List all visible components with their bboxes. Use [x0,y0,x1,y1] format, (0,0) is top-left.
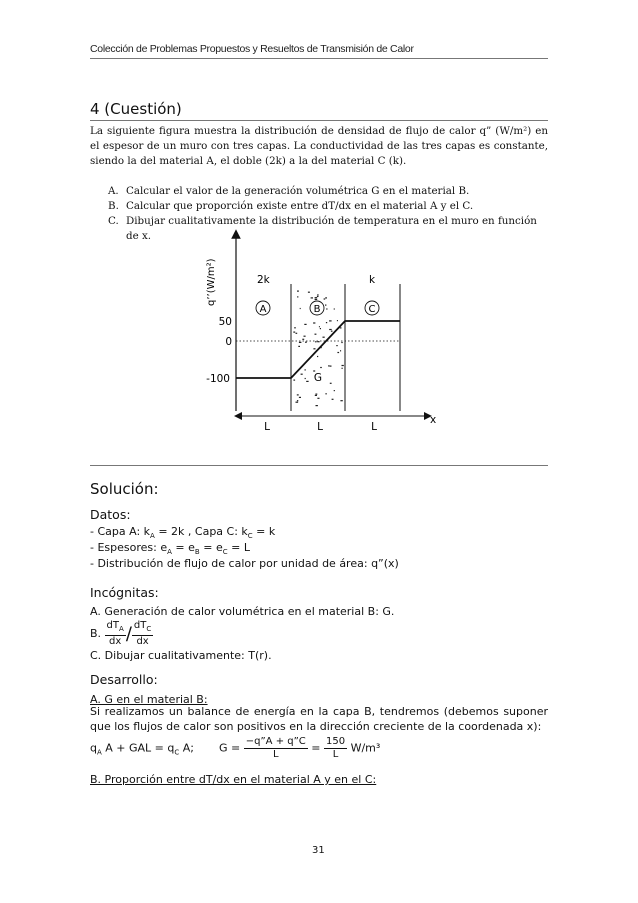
layer-b-label: B [313,304,321,315]
desarrollo-b-title: B. Proporción entre dT/dx en el material A y en el C: [90,773,377,786]
texture-dot [313,348,315,349]
texture-dot [336,345,337,346]
texture-dot [306,381,308,382]
texture-dot [305,342,307,343]
texture-dot [299,397,301,398]
g-value-frac: $\frac{150}{L}$ [325,736,346,760]
conductivity-c: k [369,274,376,286]
texture-dot [319,326,320,327]
question-title-rule [90,120,548,121]
thickness-label-c: L [371,421,377,433]
texture-dot [308,292,310,293]
texture-dot [342,365,344,366]
texture-dot [293,332,295,333]
texture-dot [340,400,342,401]
datos-heading: Datos: [90,507,131,522]
texture-dot [297,394,299,395]
texture-dot [332,399,334,400]
texture-dot [297,400,298,401]
texture-dot [315,297,318,298]
question-intro: La siguiente figura muestra la distribución de densidad de flujo de calor q” (W/m²) en el espesor de un muro con tres capas. La conductividad de las tres capas es constante, siendo la del material A, el doble (2k) a la del material C (k). [90,125,548,167]
texture-dot [329,329,332,330]
texture-dot [325,393,326,394]
texture-dot [315,394,317,395]
texture-dot [298,346,300,347]
texture-dot [316,405,318,406]
texture-dot [315,341,316,342]
texture-dot [297,296,298,297]
incognita-b: B. $\frac{dT_A}{dx}$ / $\frac{dT_C}{dx}$ [90,620,152,647]
texture-dot [325,305,326,306]
texture-dot [297,291,299,292]
texture-dot [301,374,303,375]
running-header: Colección de Problemas Propuestos y Resueltos de Transmisión de Calor [90,43,414,55]
question-item: B. Calcular que proporción existe entre dT/dx en el material A y el C. [108,200,474,212]
texture-dot [324,298,326,299]
texture-dot [315,299,318,300]
conductivity-a: 2k [257,274,270,286]
x-axis-label: x [430,414,437,426]
texture-dot [331,331,333,332]
ratio-frac-c: $\frac{dT_C}{dx}$ [133,620,152,647]
question-title: 4 (Cuestión) [90,100,182,118]
ratio-frac-a: $\frac{dT_A}{dx}$ [106,620,124,647]
question-item: C. Dibujar cualitativamente la distribución de temperatura en el muro en función de x. [108,215,537,242]
texture-dot [337,320,338,321]
texture-dot [320,367,322,368]
texture-dot [300,308,301,309]
thickness-label-b: L [317,421,323,433]
g-formula-frac: $\frac{-q”A + q”C}{L}$ [245,736,306,760]
texture-dot [326,322,327,323]
texture-dot [315,395,317,396]
texture-dot [328,365,329,366]
y-tick-0: 0 [225,336,232,348]
incognita-a: A. Generación de calor volumétrica en el material B: G. [90,605,395,618]
texture-dot [305,369,306,370]
header-rule [90,58,548,59]
texture-dot [317,356,318,357]
flux-figure [190,228,450,440]
texture-dot [326,308,327,309]
texture-dot [317,296,319,297]
texture-dot [304,336,306,337]
section-rule [90,465,548,466]
texture-dot [317,294,318,295]
desarrollo-heading: Desarrollo: [90,672,158,687]
texture-dot [317,398,319,399]
texture-dot [337,352,339,353]
texture-dot [304,324,306,325]
texture-dot [305,378,306,379]
texture-dot [334,308,335,309]
y-tick-50: 50 [218,316,232,328]
question-item: A. Calcular el valor de la generación volumétrica G en el material B. [108,185,470,197]
datos-line-2: - Espesores: $e_A = e_B = e_C = L$ [90,541,250,556]
texture-dot [293,380,295,381]
texture-dot [329,320,332,321]
layer-c-label: C [368,304,376,315]
datos-line-3: - Distribución de flujo de calor por unidad de área: q”(x) [90,557,399,570]
incognita-c: C. Dibujar cualitativamente: T(r). [90,649,272,662]
texture-dot [325,297,327,298]
texture-dot [323,337,325,338]
incognitas-heading: Incógnitas: [90,585,159,600]
page-number: 31 [312,845,325,856]
texture-dot [294,327,296,328]
texture-dot [342,368,343,369]
texture-dot [340,350,341,351]
energy-balance-equation: $q_A$ A + GAL = $q_C$ A; G = $\frac{-q”A + q”C}{L}$ = $\frac{150}{L}$ W/m³ [90,736,381,760]
texture-dot [299,342,302,343]
y-axis-label: q’’(W/m²) [206,258,217,306]
datos-line-1: - Capa A: $k_A = 2k$ , Capa C: $k_C = k$ [90,525,276,540]
texture-dot [320,328,321,329]
texture-dot [330,383,332,384]
thickness-label-a: L [264,421,270,433]
texture-dot [334,390,335,391]
texture-dot [296,333,298,334]
desarrollo-a-text: Si realizamos un balance de energía en la capa B, tendremos (debemos suponer que los flujos de calor son positivos en la dirección creciente de la coordenada x): [90,705,548,733]
texture-dot [302,339,304,340]
texture-dot [311,297,313,298]
texture-dot [330,366,332,367]
generation-label: G [313,372,323,384]
layer-a-label: A [259,304,267,315]
y-tick-neg100: -100 [206,373,230,385]
desarrollo-a-title: A. G en el material B: [90,693,208,706]
texture-dot [315,334,317,335]
flux-profile [236,321,400,378]
texture-dot [313,322,315,323]
texture-dot [341,342,342,343]
texture-dot [296,402,299,403]
solution-title: Solución: [90,480,159,498]
